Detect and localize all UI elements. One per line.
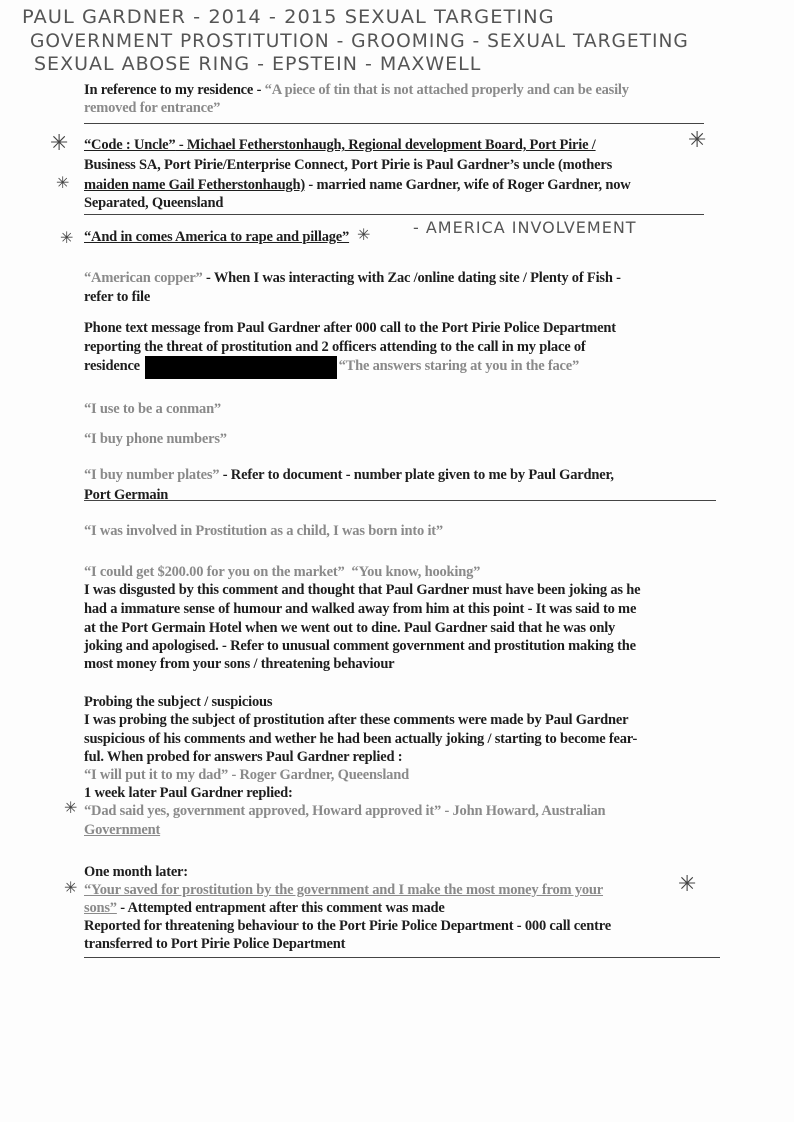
handwritten-title-line-3: SEXUAL ABOSE RING - EPSTEIN - MAXWELL [34,53,482,75]
text-segment: - married name Gardner, wife of Roger Gardner, now [304,177,631,193]
divider-rule [84,500,716,501]
document-text-line [84,270,621,287]
document-text-line [84,339,586,356]
quoted-text: “I buy phone numbers” [84,431,227,447]
document-text-line [84,785,293,802]
quoted-text: sons” [84,900,117,916]
document-text-line [84,936,345,953]
text-segment: joking and apologised. - Refer to unusual comment government and prostitution making the [84,638,636,654]
document-text-line [84,358,579,375]
text-segment: Port Germain [84,487,169,503]
document-text-line [84,320,616,337]
quoted-text: “I will put it to my dad” - Roger Gardner, Queensland [84,767,409,783]
asterisk-mark-icon: ✳ [50,131,69,156]
asterisk-mark-icon: ✳ [688,128,707,153]
text-segment: had a immature sense of humour and walked away from him at this point - It was said to me [84,601,637,617]
document-text-line [84,918,611,935]
text-segment: In reference to my residence - [84,82,265,98]
document-text-line [84,137,596,154]
document-text-line [84,177,631,194]
document-text-line [84,712,628,729]
text-segment: Business SA, Port Pirie/Enterprise Connect, Port Pirie is Paul Gardner’s uncle (mothers [84,157,613,173]
document-text-line [84,195,223,212]
quoted-text: “Dad said yes, government approved, Howard approved it” - John Howard, Australian [84,803,606,819]
document-text-line [84,882,603,899]
document-text-line [84,487,168,504]
document-text-line [84,157,612,174]
divider-rule [84,957,720,958]
text-segment: at the Port Germain Hotel when we went out to dine. Paul Gardner said that he was only [84,620,616,636]
text-segment: “And in comes America to rape and pillage” [84,229,350,245]
document-text-line [84,523,443,540]
handwritten-title-line-2: GOVERNMENT PROSTITUTION - GROOMING - SEXUAL TARGETING [30,30,689,52]
asterisk-mark-icon: ✳ [60,228,74,247]
text-segment: refer to file [84,289,151,305]
text-segment: suspicious of his comments and wether he had been actually joking / starting to become fear- [84,731,638,747]
quoted-text: “Your saved for prostitution by the government and I make the most money from your [84,882,604,898]
document-text-line [84,289,150,306]
text-segment: Separated, Queensland [84,195,224,211]
text-segment: - Refer to document - number plate given to me by Paul Gardner, [219,467,614,483]
text-segment: ful. When probed for answers Paul Gardner replied : [84,749,403,765]
handwritten-title-line-1: PAUL GARDNER - 2014 - 2015 SEXUAL TARGETING [22,6,555,28]
quoted-text: “A piece of tin that is not attached properly and can be easily [264,82,629,98]
document-text-line [84,229,349,246]
document-text-line [84,82,629,99]
text-segment: I was disgusted by this comment and thought that Paul Gardner must have been joking as he [84,582,641,598]
text-segment: - When I was interacting with Zac /online dating site / Plenty of Fish - [202,270,621,286]
text-segment: Probing the subject / suspicious [84,694,273,710]
text-segment: residence [84,358,140,374]
text-segment: One month later: [84,864,188,880]
document-text-line [84,803,605,820]
document-text-line [84,767,409,784]
text-segment: Reported for threatening behaviour to the Port Pirie Police Department - 000 call centre [84,918,611,934]
document-text-line [84,431,227,448]
text-segment: “Code : Uncle” [84,137,176,153]
divider-rule [84,123,704,124]
quoted-text: “I was involved in Prostitution as a child, I was born into it” [84,523,443,539]
quoted-text: “The answers staring at you in the face” [338,358,580,374]
document-text-line [84,731,637,748]
asterisk-mark-icon: ✳ [56,173,70,192]
document-text-line [84,749,402,766]
text-segment: 1 week later Paul Gardner replied: [84,785,293,801]
document-text-line [84,694,272,711]
quoted-text: “I buy number plates” [84,467,220,483]
quoted-text: removed for entrance” [84,100,221,116]
text-segment: - Attempted entrapment after this comment was made [116,900,445,916]
quoted-text: “American copper” [84,270,203,286]
document-text-line [84,638,636,655]
document-text-line [84,656,394,673]
quoted-text: “I could get $200.00 for you on the market” “You know, hooking” [84,564,481,580]
document-text-line [84,601,636,618]
text-segment [140,358,339,374]
document-text-line [84,822,160,839]
divider-rule [84,214,704,215]
document-text-line [84,401,221,418]
document-text-line [84,900,445,917]
handwritten-note-america: - AMERICA INVOLVEMENT [413,218,637,237]
text-segment: I was probing the subject of prostitution after these comments were made by Paul Gardner [84,712,629,728]
text-segment: Phone text message from Paul Gardner after 000 call to the Port Pirie Police Department [84,320,616,336]
asterisk-mark-icon: ✳ [678,872,697,897]
quoted-text: Government [84,822,161,838]
text-segment: transferred to Port Pirie Police Department [84,936,346,952]
document-text-line [84,620,615,637]
document-text-line [84,564,480,581]
document-text-line [84,864,188,881]
document-text-line [84,467,614,484]
text-segment: reporting the threat of prostitution and 2 officers attending to the call in my place of [84,339,586,355]
document-text-line [84,100,220,117]
asterisk-mark-icon: ✳ [357,225,371,244]
asterisk-mark-icon: ✳ [64,798,78,817]
text-segment: - Michael Fetherstonhaugh, Regional development Board, Port Pirie / [175,137,596,153]
document-text-line [84,582,640,599]
text-segment: maiden name Gail Fetherstonhaugh) [84,177,305,193]
asterisk-mark-icon: ✳ [64,878,78,897]
text-segment: most money from your sons / threatening behaviour [84,656,395,672]
quoted-text: “I use to be a conman” [84,401,221,417]
